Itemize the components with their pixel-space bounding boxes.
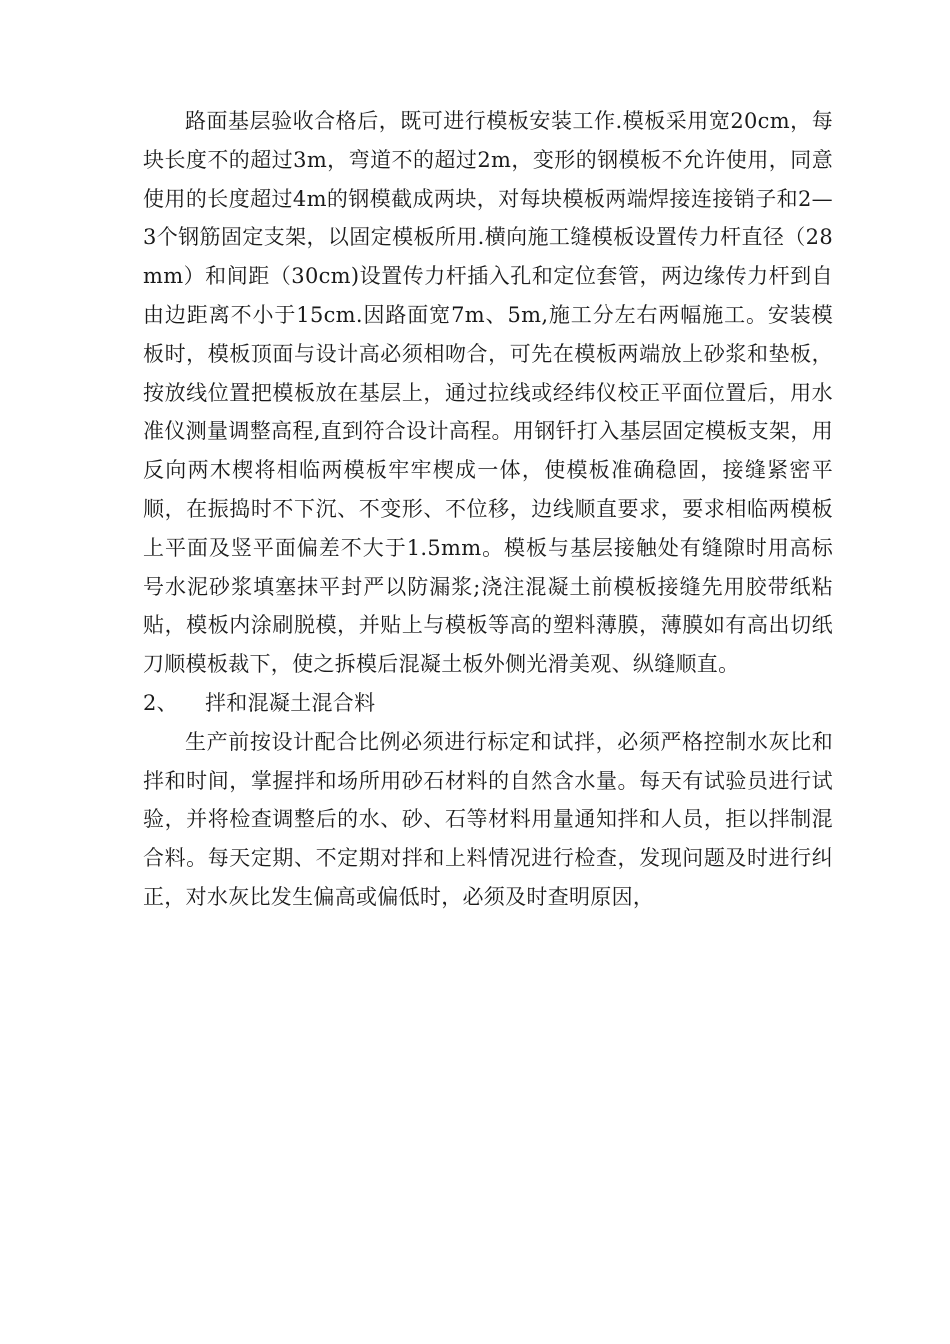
section-number: 2、 xyxy=(143,690,178,715)
section-heading-mixing xyxy=(143,684,833,723)
paragraph-formwork-installation: 路面基层验收合格后，既可进行模板安装工作.模板采用宽20cm，每块长度不的超过3m，弯道不的超过2m，变形的钢模板不允许使用，同意使用的长度超过4m的钢模截成两块，对每块模板两端焊接连接销子和2—3个钢筋固定支架，以固定模板所用.横向施工缝模板设置传力杆直径（28mm）和间距（30cm)设置传力杆插入孔和定位套管，两边缘传力杆到自由边距离不小于15cm.因路面宽7m、5m,施工分左右两幅施工。安装模板时，模板顶面与设计高必须相吻合，可先在模板两端放上砂浆和垫板，按放线位置把模板放在基层上，通过拉线或经纬仪校正平面位置后，用水准仪测量调整高程,直到符合设计高程。用钢钎打入基层固定模板支架，用反向两木楔将相临两模板牢牢楔成一体，使模板准确稳固，接缝紧密平顺，在振捣时不下沉、不变形、不位移，边线顺直要求，要求相临两模板上平面及竖平面偏差不大于1.5mm。模板与基层接触处有缝隙时用高标号水泥砂浆填塞抹平封严以防漏浆;浇注混凝土前模板接缝先用胶带纸粘贴，模板内涂刷脱模，并贴上与模板等高的塑料薄膜，薄膜如有高出切纸刀顺模板裁下，使之拆模后混凝土板外侧光滑美观、纵缝顺直。 xyxy=(143,109,833,677)
section-title: 拌和混凝土混合料 xyxy=(205,690,376,715)
document-body xyxy=(143,102,833,917)
paragraph-mixing-control: 生产前按设计配合比例必须进行标定和试拌，必须严格控制水灰比和拌和时间，掌握拌和场所用砂石材料的自然含水量。每天有试验员进行试验，并将检查调整后的水、砂、石等材料用量通知拌和人员，拒以拌制混合料。每天定期、不定期对拌和上料情况进行检查，发现问题及时进行纠正，对水灰比发生偏高或偏低时，必须及时查明原因， xyxy=(143,729,833,909)
